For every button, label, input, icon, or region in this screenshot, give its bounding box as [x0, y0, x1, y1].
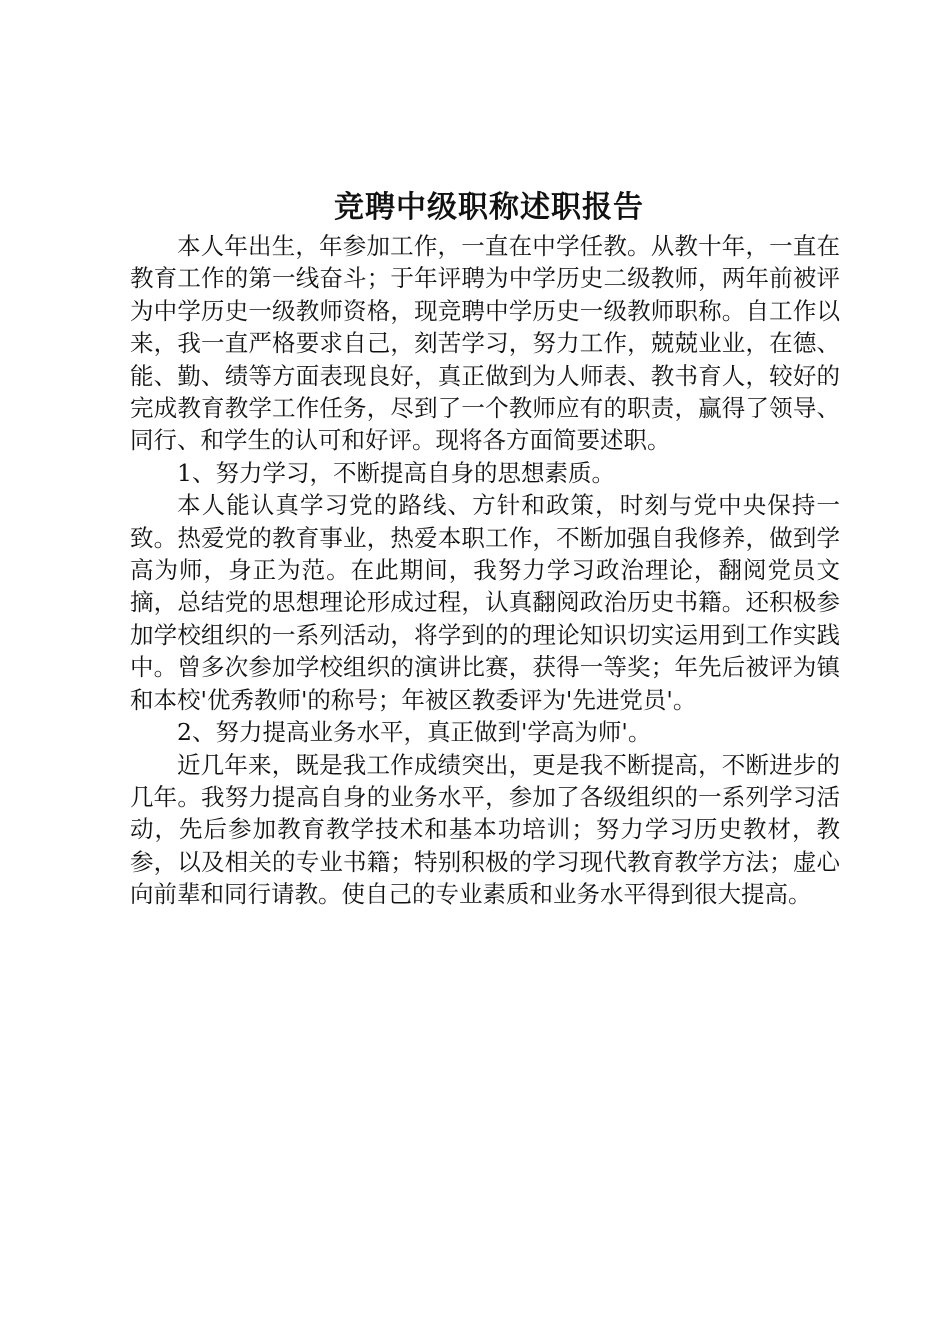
- section-heading-1: 1、努力学习，不断提高自身的思想素质。: [177, 458, 615, 487]
- paragraph-intro: 本人年出生，年参加工作，一直在中学任教。从教十年，一直在教育工作的第一线奋斗；于年评聘为中学历史二级教师，两年前被评为中学历史一级教师资格，现竞聘中学历史一级教师职称。自工作以来，我一直严格要求自己，刻苦学习，努力工作，兢兢业业，在德、能、勤、绩等方面表现良好，真正做到为人师表、教书育人，较好的完成教育教学工作任务，尽到了一个教师应有的职责，赢得了领导、同行、和学生的认可和好评。现将各方面简要述职。: [130, 232, 840, 455]
- document-body: [130, 186, 840, 911]
- paragraph-section-1: 本人能认真学习党的路线、方针和政策，时刻与党中央保持一致。热爱党的教育事业，热爱本职工作，不断加强自我修养，做到学高为师，身正为范。在此期间，我努力学习政治理论，翻阅党员文摘，总结党的思想理论形成过程，认真翻阅政治历史书籍。还积极参加学校组织的一系列活动，将学到的的理论知识切实运用到工作实践中。曾多次参加学校组织的演讲比赛，获得一等奖；年先后被评为镇和本校'优秀教师'的称号；年被区教委评为'先进党员'。: [130, 491, 840, 714]
- section-heading-2: 2、努力提高业务水平，真正做到'学高为师'。: [177, 718, 652, 747]
- paragraph-section-2: 近几年来，既是我工作成绩突出，更是我不断提高，不断进步的几年。我努力提高自身的业务水平，参加了各级组织的一系列学习活动，先后参加教育教学技术和基本功培训；努力学习历史教材，教参，以及相关的专业书籍；特别积极的学习现代教育教学方法；虚心向前辈和同行请教。使自己的专业素质和业务水平得到很大提高。: [130, 750, 840, 909]
- document-title: 竞聘中级职称述职报告: [334, 190, 644, 225]
